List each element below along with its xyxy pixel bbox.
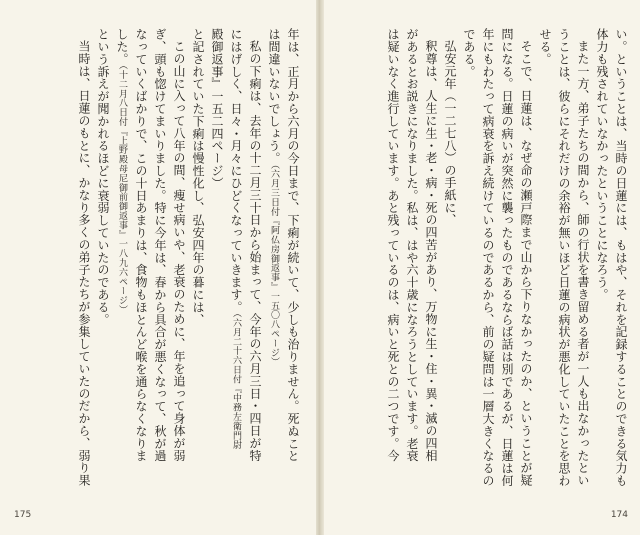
right-page-text-line: [383, 28, 402, 496]
left-page-line-text: ぎ、頭も惚けてまいりました。特に今年は、春から具合が悪くなって、秋が過: [153, 28, 167, 462]
left-page-line-text: 当時は、日蓮のもとに、かなり多くの弟子たちが参集していたのだから、弱り果: [77, 40, 91, 487]
right-page-body: [332, 28, 630, 496]
left-page-text-line: [150, 28, 169, 496]
right-page-line-text: そこで、日蓮は、なぜ命の瀬戸際まで山から下りなかったのか、ということが疑: [519, 40, 533, 487]
left-page-text-line: [112, 28, 131, 496]
right-page-text-line: [402, 28, 421, 496]
right-page-line-text: せる。: [538, 28, 552, 66]
right-page-text-line: [440, 28, 459, 496]
left-page-line-text: 殿御返事』一五二四ページ）: [210, 28, 224, 190]
left-page-text-line: [245, 28, 264, 496]
right-page-line-text: があるとお説きになりました。私は、はや六十歳になろうとしています。老衰: [405, 28, 419, 462]
left-page-line-text: この山に入って八年の間、痩せ病いや、老衰のために、年を追って身体が弱: [172, 40, 186, 462]
right-page-line-text: い。ということは、当時の日蓮には、もはや、それを記録することのできる気力も: [614, 28, 628, 487]
left-page-citation: （十二月八日付『上野殿母尼御前御返事』一八九六ページ）: [117, 65, 127, 315]
left-page-text-line: [264, 28, 283, 496]
left-page-text-line: [169, 28, 188, 496]
right-page-text-line: [573, 28, 592, 496]
left-page-text-line: [93, 28, 112, 496]
left-page-text-line: [188, 28, 207, 496]
right-page-text-line: [478, 28, 497, 496]
right-page-text-line: [592, 28, 611, 496]
left-page-text-line: [131, 28, 150, 496]
left-page-line-text: した。: [115, 28, 129, 66]
right-page-text-line: [459, 28, 478, 496]
right-page-text-line: [497, 28, 516, 496]
right-page-line-text: 弘安元年（一二七八）の手紙に、: [443, 40, 457, 226]
left-page-line-text: にはげしく、日々・月々にひどくなっていきます。: [229, 28, 243, 314]
right-page-text-line: [535, 28, 554, 496]
left-page-citation: （六月二十六日付『中務左衛門尉: [231, 313, 241, 450]
right-page-line-text: である。: [462, 28, 476, 78]
left-page-text-line: [207, 28, 226, 496]
left-page-line-text: は間違いないでしょう。: [267, 28, 281, 165]
right-page-line-text: 体力も残されていなかったということになろう。: [595, 28, 609, 301]
right-page-line-text: 問になる。日蓮の病いが突然に襲ったものであるならば話は別であるが、日蓮は何: [500, 28, 514, 487]
right-page-text-line: [516, 28, 535, 496]
left-page-text-line: [74, 28, 93, 496]
right-page-line-text: うことは、彼らにそれだけの余裕が無いほど日蓮の病状が悪化していたことを思わ: [557, 28, 571, 487]
left-page-body: [10, 28, 302, 496]
right-page-text-line: [421, 28, 440, 496]
right-page-line-text: は疑いなく進行しています。あと残っているのは、病いと死との二つです。今: [386, 28, 400, 462]
left-page-line-text: 年は、正月から六月の今日まで、下痢が続いて、少しも治りません。死ぬこと: [286, 28, 300, 462]
left-page-number: 175: [14, 510, 32, 520]
right-page-line-text: 釈尊は、人生に生・老・病・死の四苦があり、万物に生・住・異・滅の四相: [424, 40, 438, 462]
left-page-text-line: [226, 28, 245, 496]
left-page-line-text: 私の下痢は、去年の十二月三十日から始まって、今年の六月三日・四日が特: [248, 40, 262, 462]
right-page-line-text: 年にもわたって病衰を訴え続けているのであるから、前の疑問は一層大きくなるの: [481, 28, 495, 487]
left-page-line-text: という訴えが聞かれるほどに衰弱していたのである。: [96, 28, 110, 326]
right-page-number: 174: [610, 510, 628, 520]
left-page-line-text: なっていくばかりで、この十日あまりは、食物もほとんど喉を通らなくなりま: [134, 28, 148, 462]
left-page: [0, 0, 316, 535]
left-page-citation: （六月三日付『阿仏房御返事』一五〇八ページ）: [269, 164, 279, 367]
left-page-line-text: と記されていた下痢は慢性化し、弘安四年の暮には、: [191, 28, 205, 326]
left-page-text-line: [283, 28, 302, 496]
book-gutter: [316, 0, 324, 535]
right-page: [324, 0, 640, 535]
right-page-text-line: [611, 28, 630, 496]
right-page-line-text: また一方、弟子たちの間から、師の行状を書き留める者が一人も出なかったとい: [576, 40, 590, 487]
right-page-text-line: [554, 28, 573, 496]
